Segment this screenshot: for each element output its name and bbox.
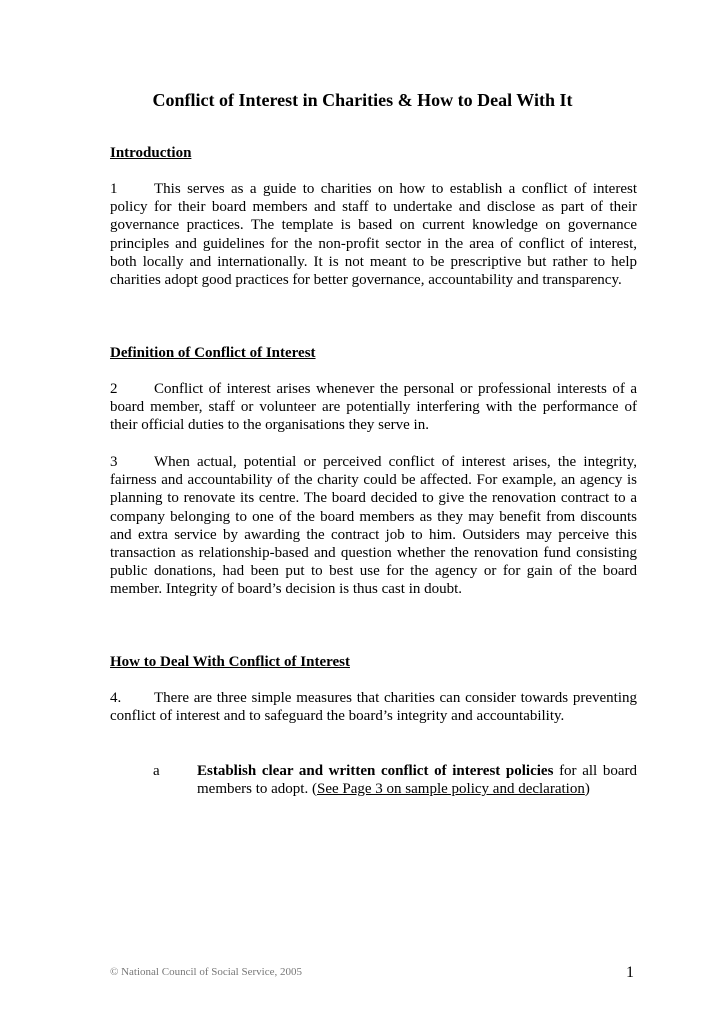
paragraph-1 [110,180,637,289]
paragraph-3-number: 3 [110,454,118,470]
subitem-plain-text: for all board members to adopt. ( [197,763,637,798]
section-heading-definition: Definition of Conflict of Interest [110,345,316,361]
sample-policy-link[interactable]: See Page 3 on sample policy and declaration [316,781,585,798]
section-heading-introduction: Introduction [110,145,192,161]
paragraph-3-text: When actual, potential or perceived conflict of interest arises, the integrity, fairness and accountability of the charity could be affected. For example, an agency is planning to renovate its centre. The board decided to give the renovation contract to a company belonging to one of the board members as they may benefit from discounts and extra service by awarding the contract job to him. Outsiders may perceive this transaction as relationship-based and question whether the renovation fund consisting public donations, had been put to best use for the agency or for gain of the board member. Integrity of board’s decision is thus cast in doubt. [110,454,637,598]
subitem-a [197,762,637,798]
paragraph-4-text: There are three simple measures that charities can consider towards preventing conflict of interest and to safeguard the board’s integrity and accountability. [110,690,637,725]
subitem-letter: a [153,763,160,779]
section-heading-how-to-deal: How to Deal With Conflict of Interest [110,654,350,670]
page-number: 1 [626,964,634,981]
paragraph-3 [110,453,637,599]
paragraph-1-text: This serves as a guide to charities on how to establish a conflict of interest policy for their board members and staff to undertake and disclose as part of their governance practices. The template is based on current knowledge on governance principles and guidelines for the non-profit sector in the area of conflict of interest, both locally and internationally. It is not meant to be prescriptive but rather to help charities adopt good practices for better governance, accountability and transparency. [110,181,637,289]
subitem-bold-text: Establish clear and written conflict of interest policies [197,763,554,779]
paragraph-2 [110,380,637,435]
paragraph-1-number: 1 [110,181,118,197]
paragraph-2-number: 2 [110,381,118,397]
footer-copyright: © National Council of Social Service, 2005 [110,966,302,978]
page-title: Conflict of Interest in Charities & How to Deal With It [152,90,573,110]
paragraph-4-number: 4. [110,690,122,706]
subitem-close-paren: ) [584,781,590,798]
paragraph-2-text: Conflict of interest arises whenever the personal or professional interests of a board member, staff or volunteer are potentially interfering with the performance of their official duties to the organisations they serve in. [110,381,637,434]
paragraph-4 [110,689,637,725]
